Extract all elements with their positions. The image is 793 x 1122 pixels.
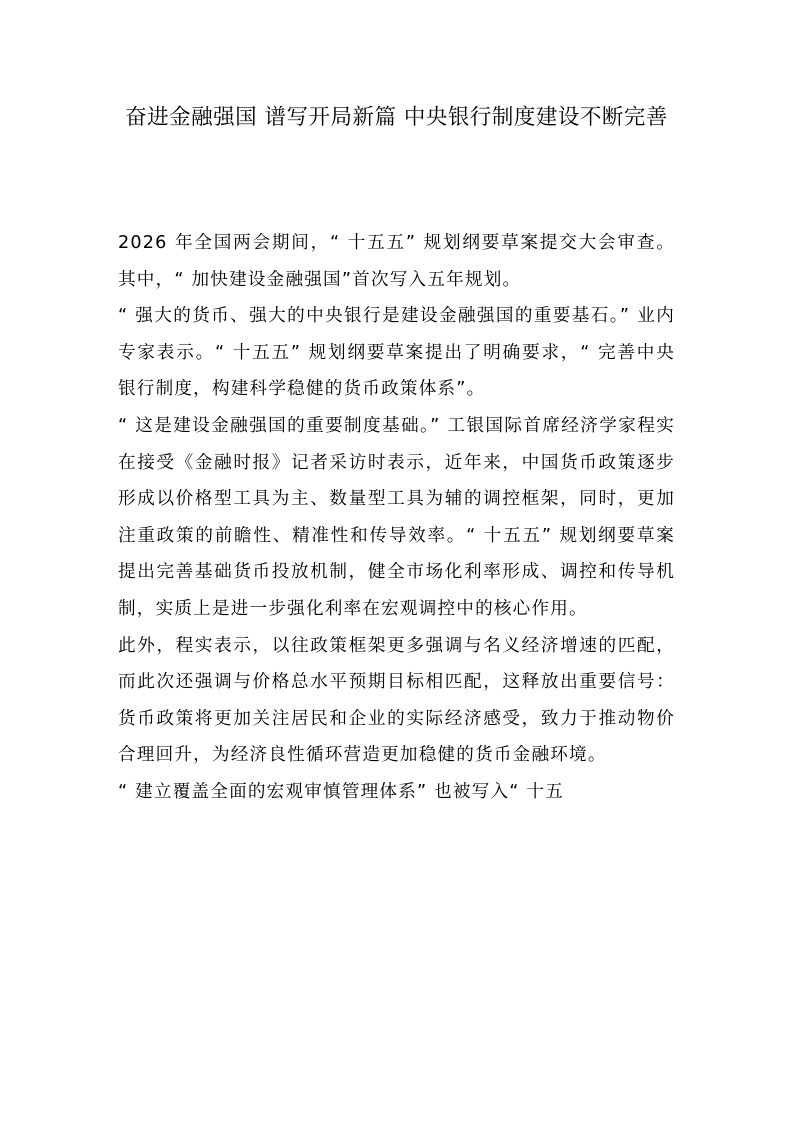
paragraph: 2026 年全国两会期间，“ 十五五” 规划纲要草案提交大会审查。其中，“ 加快建设金融强国”首次写入五年规划。	[118, 233, 675, 290]
paragraph: “ 强大的货币、强大的中央银行是建设金融强国的重要基石。” 业内专家表示。“ 十五五” 规划纲要草案提出了明确要求，“ 完善中央银行制度，构建科学稳健的货币政策体系”。	[118, 306, 675, 400]
paragraph: 此外，程实表示，以往政策框架更多强调与名义经济增速的匹配，而此次还强调与价格总水平预期目标相匹配，这释放出重要信号：货币政策将更加关注居民和企业的实际经济感受，致力于推动物价合理回升，为经济良性循环营造更加稳健的货币金融环境。	[118, 635, 675, 766]
document-body	[118, 225, 675, 811]
paragraph: “ 这是建设金融强国的重要制度基础。” 工银国际首席经济学家程实在接受《金融时报》记者采访时表示，近年来，中国货币政策逐步形成以价格型工具为主、数量型工具为辅的调控框架，同时，更加注重政策的前瞻性、精准性和传导效率。“ 十五五” 规划纲要草案提出完善基础货币投放机制，健全市场化利率形成、调控和传导机制，实质上是进一步强化利率在宏观调控中的核心作用。	[118, 415, 675, 619]
document-title: 奋进金融强国 谱写开局新篇 中央银行制度建设不断完善	[125, 105, 668, 130]
paragraph: “ 建立覆盖全面的宏观审慎管理体系” 也被写入“ 十五	[118, 781, 564, 802]
